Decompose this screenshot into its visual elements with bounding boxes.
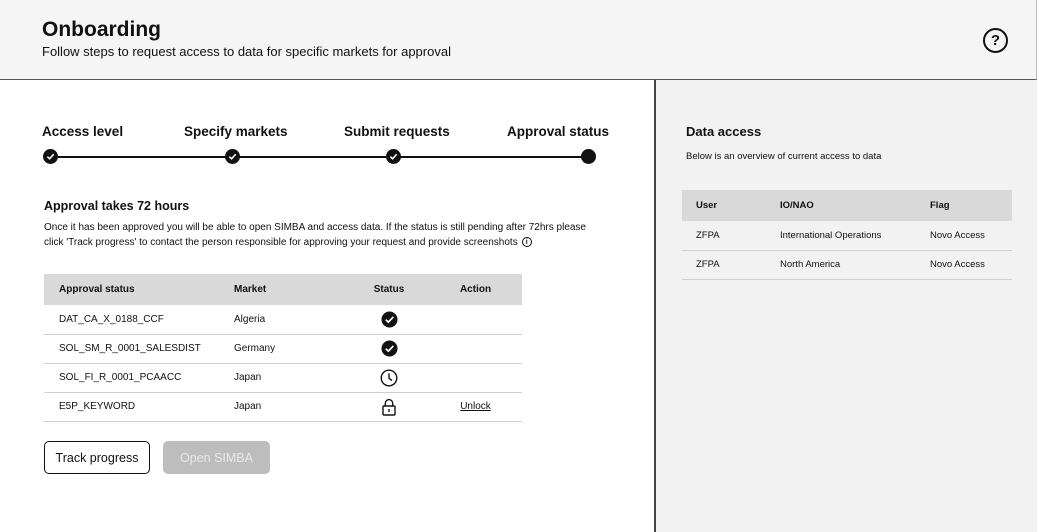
- step-complete-icon: [43, 149, 58, 164]
- table-header-row: [682, 190, 1012, 221]
- table-row: [44, 392, 522, 421]
- data-access-title: Data access: [686, 124, 762, 139]
- clock-icon: [380, 369, 398, 387]
- access-io-nao: International Operations: [780, 221, 930, 250]
- table-row: [44, 363, 522, 392]
- column-header-status: Status: [349, 274, 429, 305]
- request-name: DAT_CA_X_0188_CCF: [44, 305, 234, 334]
- data-access-description: Below is an overview of current access to data: [686, 151, 882, 162]
- access-user: ZFPA: [682, 221, 780, 250]
- request-name: SOL_SM_R_0001_SALESDIST: [44, 334, 234, 363]
- info-icon[interactable]: i: [522, 237, 532, 247]
- page-subtitle: Follow steps to request access to data for specific markets for approval: [42, 44, 451, 59]
- table-row: [682, 221, 1012, 250]
- lock-icon: [381, 398, 397, 416]
- access-user: ZFPA: [682, 250, 780, 279]
- step-complete-icon: [386, 149, 401, 164]
- request-market: Japan: [234, 363, 349, 392]
- column-header-approval-status: Approval status: [44, 274, 234, 305]
- status-cell: [349, 363, 429, 392]
- step-complete-icon: [225, 149, 240, 164]
- status-cell: [349, 334, 429, 363]
- column-header-market: Market: [234, 274, 349, 305]
- approval-title: Approval takes 72 hours: [44, 199, 190, 213]
- column-header-action: Action: [429, 274, 522, 305]
- track-progress-button[interactable]: Track progress: [44, 441, 150, 474]
- table-header-row: [44, 274, 522, 305]
- table-row: [44, 334, 522, 363]
- action-cell: [429, 392, 522, 421]
- access-flag: Novo Access: [930, 250, 1012, 279]
- help-icon[interactable]: ?: [983, 28, 1008, 53]
- status-cell: [349, 392, 429, 421]
- action-cell: [429, 334, 522, 363]
- request-market: Germany: [234, 334, 349, 363]
- stepper-line: [50, 156, 588, 158]
- page-title: Onboarding: [42, 18, 161, 41]
- column-header-flag: Flag: [930, 190, 1012, 221]
- check-circle-icon: [381, 340, 398, 357]
- approval-status-table: [44, 274, 522, 422]
- request-market: Algeria: [234, 305, 349, 334]
- column-header-user: User: [682, 190, 780, 221]
- action-cell: [429, 305, 522, 334]
- access-flag: Novo Access: [930, 221, 1012, 250]
- approval-description-text: Once it has been approved you will be able to open SIMBA and access data. If the status is still pending after 72hrs please click 'Track progress' to contact the person responsible for approving your request and provide screenshots: [44, 222, 586, 248]
- status-cell: [349, 305, 429, 334]
- check-circle-icon: [381, 311, 398, 328]
- step-current-dot: [581, 149, 596, 164]
- table-row: [682, 250, 1012, 279]
- step-label-access-level: Access level: [42, 124, 124, 139]
- request-market: Japan: [234, 392, 349, 421]
- action-cell: [429, 363, 522, 392]
- column-header-io-nao: IO/NAO: [780, 190, 930, 221]
- approval-description: [44, 220, 604, 250]
- step-label-specify-markets: Specify markets: [184, 124, 288, 139]
- access-io-nao: North America: [780, 250, 930, 279]
- unlock-link[interactable]: Unlock: [460, 401, 491, 412]
- data-access-panel: [654, 80, 1037, 532]
- table-row: [44, 305, 522, 334]
- data-access-table: [682, 190, 1012, 280]
- step-label-submit-requests: Submit requests: [344, 124, 450, 139]
- request-name: E5P_KEYWORD: [44, 392, 234, 421]
- step-label-approval-status: Approval status: [507, 124, 610, 139]
- request-name: SOL_FI_R_0001_PCAACC: [44, 363, 234, 392]
- main-panel: [0, 80, 654, 532]
- open-simba-button[interactable]: Open SIMBA: [163, 441, 270, 474]
- page-header: [0, 0, 1037, 80]
